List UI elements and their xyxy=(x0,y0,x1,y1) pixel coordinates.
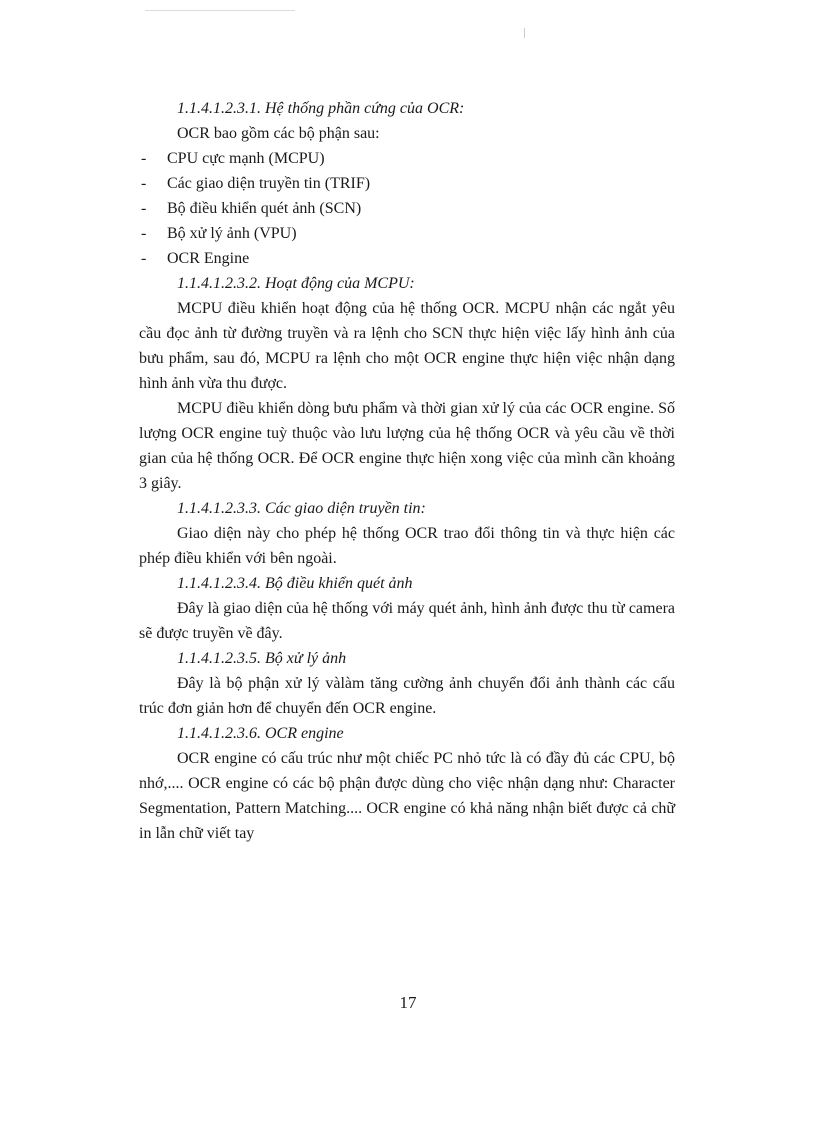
dash-bullet-icon: - xyxy=(141,175,147,192)
body-paragraph: OCR engine có cấu trúc như một chiếc PC nhỏ tức là có đầy đủ các CPU, bộ nhớ,.... OCR engine có các bộ phận được dùng cho việc nhận dạng như: Character Segmentation, Pattern Matching.... OCR engine có khả năng nhận biết được cả chữ in lẫn chữ viết tay xyxy=(139,750,675,842)
list-item xyxy=(139,246,675,271)
section-heading: 1.1.4.1.2.3.6. OCR engine xyxy=(177,725,344,742)
list-item-text: Bộ xử lý ảnh (VPU) xyxy=(167,225,297,242)
scan-artifact-top xyxy=(145,10,295,11)
dash-bullet-icon: - xyxy=(141,250,147,267)
list-item-text: Bộ điều khiển quét ảnh (SCN) xyxy=(167,200,362,217)
section-heading: 1.1.4.1.2.3.2. Hoạt động của MCPU: xyxy=(177,275,415,292)
list-item xyxy=(139,146,675,171)
body-paragraph: Đây là giao diện của hệ thống với máy quét ảnh, hình ảnh được thu từ camera sẽ được truyền về đây. xyxy=(139,600,675,642)
bullet-list xyxy=(139,146,675,271)
list-item-text: Các giao diện truyền tin (TRIF) xyxy=(167,175,371,192)
page-number: 17 xyxy=(399,993,417,1012)
section-heading: 1.1.4.1.2.3.1. Hệ thống phần cứng của OCR: xyxy=(177,100,465,117)
body-paragraph: OCR bao gồm các bộ phận sau: xyxy=(177,125,380,142)
section-heading: 1.1.4.1.2.3.4. Bộ điều khiển quét ảnh xyxy=(177,575,413,592)
section-heading: 1.1.4.1.2.3.3. Các giao diện truyền tin: xyxy=(177,500,426,517)
body-paragraph: MCPU điều khiển dòng bưu phẩm và thời gian xử lý của các OCR engine. Số lượng OCR engine tuỳ thuộc vào lưu lượng của hệ thống OCR và yêu cầu về thời gian của hệ thống OCR. Để OCR engine thực hiện xong việc của mình cần khoảng 3 giây. xyxy=(139,400,675,492)
body-paragraph: MCPU điều khiển hoạt động của hệ thống OCR. MCPU nhận các ngắt yêu cầu đọc ảnh từ đường truyền và ra lệnh cho SCN thực hiện việc lấy hình ảnh của bưu phẩm, sau đó, MCPU ra lệnh cho một OCR engine thực hiện việc nhận dạng hình ảnh vừa thu được. xyxy=(139,300,675,392)
list-item xyxy=(139,171,675,196)
list-item xyxy=(139,196,675,221)
dash-bullet-icon: - xyxy=(141,150,147,167)
scan-artifact-right xyxy=(524,28,525,38)
section-heading: 1.1.4.1.2.3.5. Bộ xử lý ảnh xyxy=(177,650,347,667)
dash-bullet-icon: - xyxy=(141,225,147,242)
body-paragraph: Giao diện này cho phép hệ thống OCR trao đổi thông tin và thực hiện các phép điều khiển với bên ngoài. xyxy=(139,525,675,567)
list-item xyxy=(139,221,675,246)
document-body xyxy=(139,96,675,846)
list-item-text: OCR Engine xyxy=(167,250,250,267)
body-paragraph: Đây là bộ phận xử lý vàlàm tăng cường ảnh chuyển đổi ảnh thành các cấu trúc đơn giản hơn để chuyển đến OCR engine. xyxy=(139,675,675,717)
dash-bullet-icon: - xyxy=(141,200,147,217)
list-item-text: CPU cực mạnh (MCPU) xyxy=(167,150,325,167)
